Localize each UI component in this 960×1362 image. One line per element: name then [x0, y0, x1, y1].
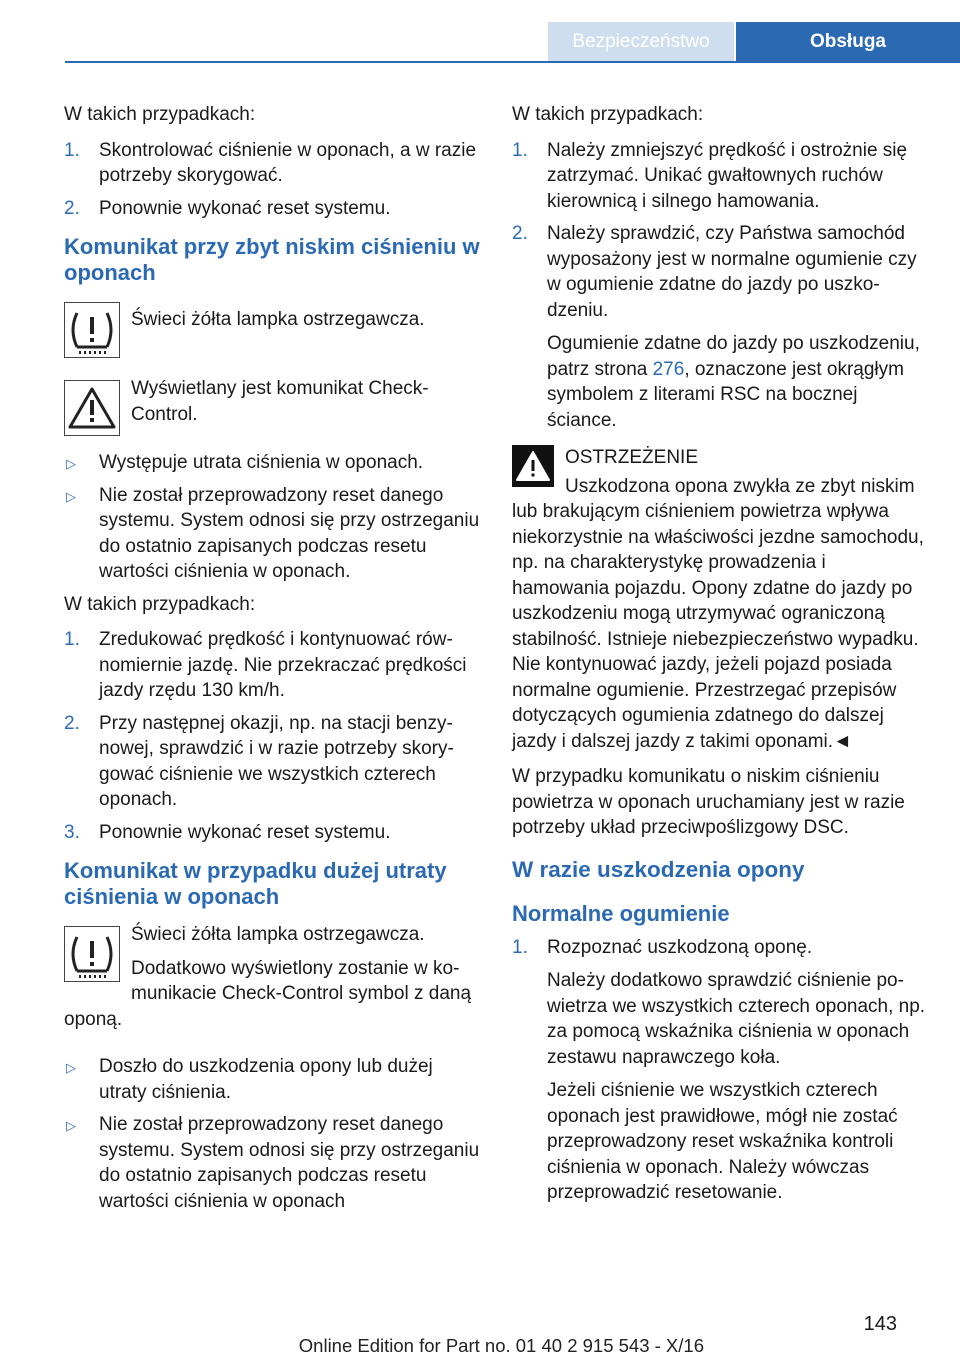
- header-section-tab[interactable]: Bezpieczeństwo: [548, 22, 734, 62]
- left-column: [64, 102, 482, 1221]
- list-item-text: Skontrolować ciśnienie w oponach, a w razie potrzeby skorygować.: [99, 139, 477, 186]
- list-item-text: Rozpoznać uszkodzoną oponę.: [547, 936, 813, 958]
- bullet-triangle-icon: ▷: [66, 488, 76, 504]
- warning-title: OSTRZEŻENIE: [565, 447, 699, 468]
- tire-pressure-warning-icon: [64, 302, 120, 358]
- list-item: [64, 450, 482, 476]
- numbered-list: [64, 138, 482, 222]
- list-sub-paragraph: Należy dodatkowo sprawdzić ciśnienie powietrza we wszystkich czterech oponach, np. za pomocą wskaźnika ciśnienia w oponach zestawu naprawczego koła.: [547, 970, 926, 1068]
- list-item: [64, 711, 482, 813]
- icon-row-text: Świeci żółta lampka ostrzegawcza.: [131, 309, 425, 330]
- icon-row-text: Dodatkowo wyświetlony zostanie w komunikacie Check-Control symbol z daną oponą.: [64, 957, 472, 1030]
- list-item-text: Występuje utrata ciśnienia w oponach.: [99, 452, 424, 473]
- page-header: [0, 22, 960, 62]
- page-link-276[interactable]: 276: [652, 358, 685, 380]
- list-number: 1.: [64, 629, 80, 650]
- page-footer: [0, 1312, 960, 1362]
- heading-pressure-loss: Komunikat w przypadku dużej utraty ciśnienia w oponach: [64, 858, 447, 909]
- icon-row-text: Wyświetlany jest komunikat Check-Control.: [131, 378, 429, 425]
- heading-normal-tires: Normalne ogumienie: [512, 900, 730, 926]
- bullet-triangle-icon: ▷: [66, 1060, 76, 1075]
- list-item: [64, 1112, 482, 1214]
- list-number: 2.: [64, 712, 80, 734]
- list-number: 1.: [512, 936, 528, 958]
- warning-triangle-icon: [512, 445, 554, 487]
- list-number: 3.: [64, 821, 80, 843]
- warning-text: Uszkodzona opona zwykła ze zbyt niskim lub brakującym ciśnieniem powietrza wpływa niekorzystnie na właściwości jezdne samochodu, np. na charakterystykę prowadzenia i hamowania pojazdu. Opony zdatne do jazdy po uszkodzeniu mogą utrzymywać ograniczoną stabilność. Istnieje niebezpieczeństwo wypadku. Nie kontynuować jazdy, jeżeli pojazd posiada normalne ogumienie. Przestrzegać przepisów dotyczących ogumienia zdatnego do dalszej jazdy i dalszej jazdy z takimi oponami.◄: [512, 475, 924, 752]
- numbered-list: [512, 935, 928, 1206]
- list-item-text: Należy sprawdzić, czy Państwa samochód wyposażony jest w normalne ogumienie czy w ogumienie zdatne do jazdy po uszkodzeniu.: [547, 223, 917, 321]
- tire-warning-row: [64, 298, 482, 362]
- bullet-list: [64, 1054, 482, 1214]
- list-item-text: Ponownie wykonać reset systemu.: [99, 821, 391, 843]
- heading-tire-damage: W razie uszkodzenia opony: [512, 856, 805, 882]
- list-item-text: Nie został przeprowadzony reset danego systemu. System odnosi się przy ostrzeganiu do ostatnio zapisanych podczas resetu wartości ciśnienia w oponach.: [99, 484, 480, 582]
- warning-triangle-icon: [64, 380, 120, 436]
- check-control-row: [64, 376, 482, 440]
- warning-block: [512, 445, 928, 471]
- bullet-list: [64, 450, 482, 585]
- list-item: [64, 627, 482, 704]
- numbered-list: [64, 627, 482, 845]
- list-item: [512, 221, 928, 433]
- icon-row-text: Świeci żółta lampka ostrzegawcza.: [131, 924, 425, 945]
- right-column: [512, 102, 928, 1213]
- list-sub-paragraph: [547, 331, 928, 433]
- list-item: [64, 196, 482, 222]
- intro-text: W takich przypadkach:: [64, 593, 256, 615]
- sub-text: Ogumienie zdatne do jazdy po uszkodzeniu, patrz strona: [547, 333, 920, 380]
- tire-pressure-warning-icon: [64, 926, 120, 982]
- list-item: [64, 138, 482, 189]
- edition-note: Online Edition for Part no. 01 40 2 915 543 - X/16: [298, 1335, 704, 1356]
- list-item: [64, 820, 482, 846]
- list-item-text: Przy następnej okazji, np. na stacji benzynowej, sprawdzić i w razie potrzeby skorygować ciśnienie we wszystkich czterech oponach.: [99, 712, 454, 810]
- heading-low-pressure: Komunikat przy zbyt niskim ciśnieniu w oponach: [64, 234, 480, 285]
- list-number: 1.: [512, 139, 528, 161]
- list-number: 1.: [64, 139, 80, 161]
- list-item-text: Ponownie wykonać reset systemu.: [99, 197, 391, 219]
- header-rule: [65, 61, 960, 63]
- pressure-loss-block: [64, 922, 482, 1054]
- bullet-triangle-icon: ▷: [66, 1118, 76, 1133]
- list-item: [512, 935, 928, 1206]
- sub-text: , oznaczone jest okrągłym symbolem z literami RSC na bocznej ściance.: [547, 358, 904, 431]
- list-item-text: Nie został przeprowadzony reset danego systemu. System odnosi się przy ostrzeganiu do ostatnio zapisanych podczas resetu wartości ciśnienia w oponach: [99, 1114, 480, 1212]
- list-item-text: Zredukować prędkość i kontynuować równomiernie jazdę. Nie przekraczać prędkości jazdy rzędu 130 km/h.: [99, 629, 467, 701]
- intro-text: W takich przypadkach:: [512, 104, 704, 125]
- dsc-paragraph: W przypadku komunikatu o niskim ciśnieniu powietrza w oponach uruchamiany jest w razie potrzeby układ przeciwpoślizgowy DSC.: [512, 766, 905, 838]
- bullet-triangle-icon: ▷: [66, 456, 76, 471]
- list-item-text: Doszło do uszkodzenia opony lub dużej utraty ciśnienia.: [99, 1056, 433, 1103]
- intro-text: W takich przypadkach:: [64, 104, 256, 125]
- header-active-tab[interactable]: Obsługa: [736, 22, 960, 62]
- list-item-text: Należy zmniejszyć prędkość i ostrożnie się zatrzymać. Unikać gwałtownych ruchów kierownicą i silnego hamowania.: [547, 139, 908, 212]
- page-number: 143: [863, 1313, 897, 1335]
- list-item: [512, 138, 928, 215]
- list-sub-paragraph: Jeżeli ciśnienie we wszystkich czterech oponach jest prawidłowe, mógł nie zostać przeprowadzony reset wskaźnika kontroli ciśnienia w oponach. Należy wówczas przeprowadzić resetowanie.: [547, 1080, 898, 1203]
- list-number: 2.: [64, 197, 80, 219]
- list-item: [64, 1054, 482, 1105]
- list-item: [64, 483, 482, 585]
- numbered-list: [512, 138, 928, 434]
- list-number: 2.: [512, 223, 528, 244]
